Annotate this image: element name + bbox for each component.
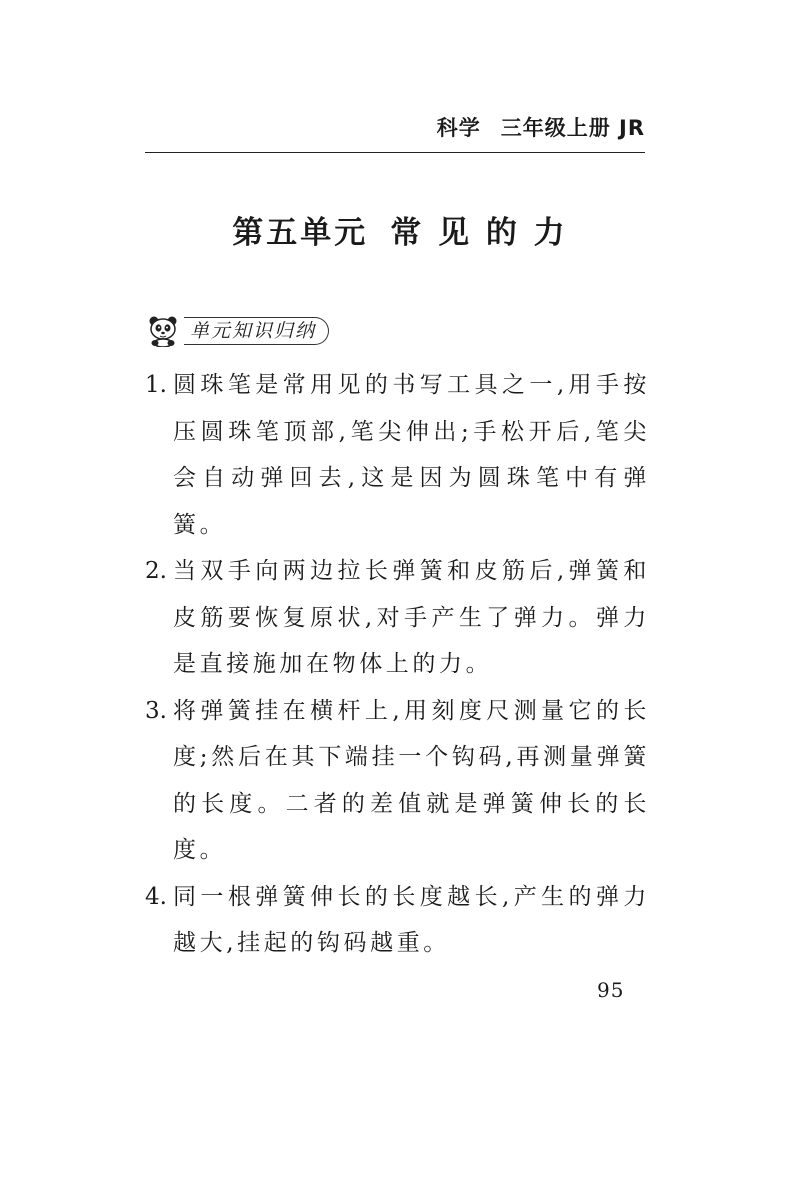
- item-text: 圆珠笔是常用见的书写工具之一,用手按压圆珠笔顶部,笔尖伸出;手松开后,笔尖会自动弹回去,这是因为圆珠笔中有弹簧。: [173, 372, 650, 538]
- page-number: 95: [597, 978, 625, 1002]
- item-text: 同一根弹簧伸长的长度越长,产生的弹力越大,挂起的钩码越重。: [173, 883, 650, 956]
- list-item: [145, 688, 650, 874]
- panda-mascot-icon: [146, 315, 180, 347]
- knowledge-list: [145, 362, 650, 967]
- item-number: 3.: [145, 697, 167, 724]
- list-item: [145, 362, 650, 548]
- item-number: 4.: [145, 883, 167, 910]
- header-rule: [145, 152, 645, 153]
- list-item: [145, 548, 650, 688]
- unit-title: [0, 207, 800, 252]
- unit-number: 第五单元: [232, 215, 369, 251]
- item-number: 2.: [145, 558, 167, 584]
- item-text: 当双手向两边拉长弹簧和皮筋后,弹簧和皮筋要恢复原状,对手产生了弹力。弹力是直接施加在物体上的力。: [173, 558, 650, 677]
- header-subject: 科学: [436, 116, 481, 140]
- section-label: 单元知识归纳: [184, 317, 329, 345]
- unit-name: 常 见 的 力: [390, 215, 568, 251]
- section-heading: [146, 314, 329, 348]
- item-number: 1.: [145, 372, 167, 398]
- list-item: [145, 874, 650, 967]
- item-text: 将弹簧挂在横杆上,用刻度尺测量它的长度;然后在其下端挂一个钩码,再测量弹簧的长度。二者的差值就是弹簧伸长的长度。: [173, 697, 650, 863]
- header-book: 三年级上册 JR: [500, 116, 645, 140]
- running-header: [437, 112, 645, 142]
